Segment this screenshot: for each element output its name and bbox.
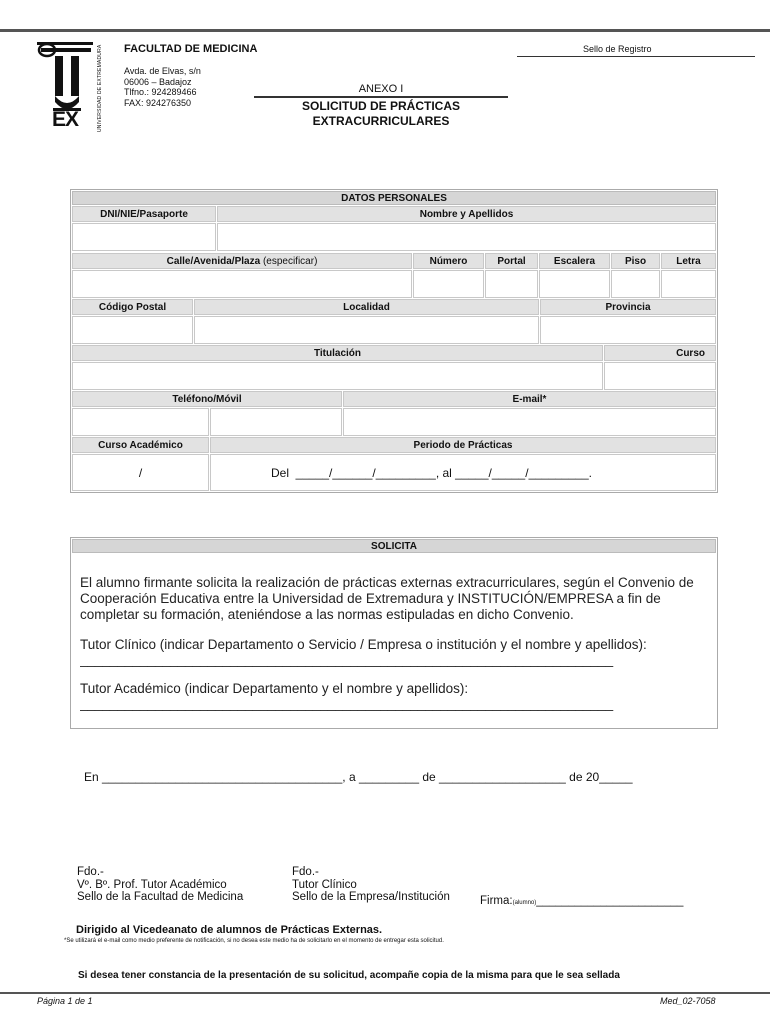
name-field[interactable] bbox=[217, 223, 716, 251]
signature-line: Vº. Bº. Prof. Tutor Académico bbox=[77, 878, 227, 891]
period-value: Del _____/______/_________, al _____/_____/_________. bbox=[271, 466, 592, 480]
province-field[interactable] bbox=[540, 316, 716, 344]
signature-line: Sello de la Empresa/Institución bbox=[292, 891, 450, 903]
door-letter-label: Letra bbox=[661, 253, 716, 269]
stamp-label: Sello de Registro bbox=[583, 44, 652, 54]
course-field[interactable] bbox=[604, 362, 716, 390]
signature-line: Sello de la Facultad de Medicina bbox=[77, 891, 244, 903]
degree-label: Titulación bbox=[72, 345, 603, 361]
name-label: Nombre y Apellidos bbox=[217, 206, 716, 222]
stamp-notice: Si desea tener constancia de la presentación de su solicitud, acompañe copia de la misma para que le sea sellada bbox=[78, 970, 620, 981]
document-code: Med_02-7058 bbox=[660, 996, 716, 1006]
dni-field[interactable] bbox=[72, 223, 216, 251]
degree-field[interactable] bbox=[72, 362, 603, 390]
form-title bbox=[254, 99, 508, 129]
page-number: Página 1 de 1 bbox=[37, 996, 93, 1006]
place-date-line[interactable]: En ____________________________________, a _________ de ___________________ de 20_____ bbox=[84, 770, 633, 784]
personal-data-header: DATOS PERSONALES bbox=[72, 191, 716, 205]
signature-label: Firma: bbox=[480, 895, 513, 907]
signature-sub-label: (alumno) bbox=[512, 900, 537, 906]
street-field[interactable] bbox=[72, 270, 412, 298]
dni-label: DNI/NIE/Pasaporte bbox=[72, 206, 216, 222]
email-field[interactable] bbox=[343, 408, 716, 436]
stair-label: Escalera bbox=[539, 253, 610, 269]
street-label bbox=[72, 253, 412, 269]
signature-line: Tutor Clínico bbox=[292, 878, 357, 891]
address-line: FAX: 924276350 bbox=[124, 97, 192, 108]
floor-field[interactable] bbox=[611, 270, 660, 298]
address-block bbox=[124, 66, 201, 108]
student-signature[interactable] bbox=[480, 895, 683, 907]
portal-field[interactable] bbox=[485, 270, 538, 298]
street-hint: (especificar) bbox=[262, 255, 318, 267]
street-label-text: Calle/Avenida/Plaza bbox=[166, 255, 261, 267]
door-letter-field[interactable] bbox=[661, 270, 716, 298]
period-field[interactable] bbox=[210, 454, 716, 491]
postal-code-field[interactable] bbox=[72, 316, 193, 344]
address-line: 06006 – Badajoz bbox=[124, 76, 192, 87]
faculty-name: FACULTAD DE MEDICINA bbox=[124, 43, 258, 55]
academic-tutor-label: Tutor Académico (indicar Departamento y el nombre y apellidos): bbox=[80, 681, 469, 696]
annex-rule bbox=[254, 96, 508, 98]
postal-code-label: Código Postal bbox=[72, 299, 193, 315]
signature-line: Fdo.- bbox=[77, 866, 104, 878]
addressed-to: Dirigido al Vicedeanato de alumnos de Prácticas Externas. bbox=[76, 924, 383, 936]
course-label: Curso bbox=[604, 345, 716, 361]
bottom-rule bbox=[0, 992, 770, 994]
logo-letters: EX bbox=[52, 108, 79, 131]
logo-vertical-text: UNIVERSIDAD DE EXTREMADURA bbox=[97, 44, 103, 132]
academic-year-label: Curso Académico bbox=[72, 437, 209, 453]
clinical-tutor-signature bbox=[292, 866, 450, 904]
province-label: Provincia bbox=[540, 299, 716, 315]
phone-label: Teléfono/Móvil bbox=[72, 391, 342, 407]
academic-tutor-signature bbox=[77, 866, 243, 904]
number-field[interactable] bbox=[413, 270, 484, 298]
academic-tutor-line[interactable]: _______________________________________________________________________ bbox=[80, 696, 614, 711]
floor-label: Piso bbox=[611, 253, 660, 269]
locality-field[interactable] bbox=[194, 316, 539, 344]
mobile-field[interactable] bbox=[210, 408, 342, 436]
stamp-line bbox=[517, 56, 755, 57]
academic-year-separator: / bbox=[138, 466, 143, 480]
request-header: SOLICITA bbox=[72, 539, 716, 553]
form-title-line: EXTRACURRICULARES bbox=[312, 114, 450, 128]
email-label: E-mail* bbox=[343, 391, 716, 407]
address-line: Avda. de Elvas, s/n bbox=[124, 66, 201, 76]
request-paragraph: El alumno firmante solicita la realización de prácticas externas extracurriculares, según el Convenio de Cooperación Educativa entre la Universidad de Extremadura y INSTITUCIÓN/EMPRESA a fin de completar su formación, ateniéndose a las normas estipuladas en dicho Convenio. bbox=[80, 575, 694, 622]
phone-field[interactable] bbox=[72, 408, 209, 436]
stair-field[interactable] bbox=[539, 270, 610, 298]
email-footnote: *Se utilizará el e-mail como medio preferente de notificación, si no desea este medio ha de solicitarlo en el momento de entregar esta solicitud. bbox=[64, 938, 444, 944]
clinical-tutor-label: Tutor Clínico (indicar Departamento o Servicio / Empresa o institución y el nombre y apellidos): bbox=[80, 637, 647, 652]
signature-blank: _______________________ bbox=[536, 895, 684, 907]
locality-label: Localidad bbox=[194, 299, 539, 315]
signature-line: Fdo.- bbox=[292, 866, 319, 878]
academic-year-field[interactable] bbox=[72, 454, 209, 491]
address-line: Tlfno.: 924289466 bbox=[124, 87, 197, 97]
portal-label: Portal bbox=[485, 253, 538, 269]
top-rule bbox=[0, 29, 770, 32]
annex-label: ANEXO I bbox=[358, 83, 404, 95]
form-title-line: SOLICITUD DE PRÁCTICAS bbox=[301, 99, 460, 113]
number-label: Número bbox=[413, 253, 484, 269]
clinical-tutor-line[interactable]: _______________________________________________________________________ bbox=[80, 652, 614, 667]
period-label: Periodo de Prácticas bbox=[210, 437, 716, 453]
